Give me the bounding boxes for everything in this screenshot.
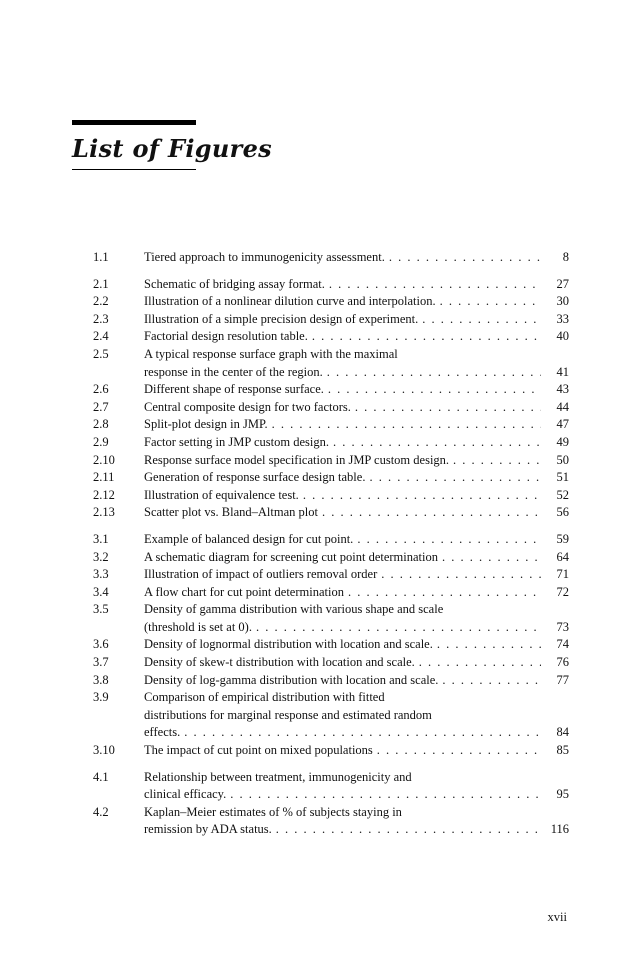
figure-caption bbox=[144, 601, 569, 636]
caption-line bbox=[144, 249, 569, 267]
page-title: List of Figures bbox=[72, 134, 272, 163]
figure-number: 3.9 bbox=[93, 690, 109, 705]
figure-number: 3.1 bbox=[93, 531, 109, 546]
figure-number: 2.8 bbox=[93, 417, 109, 432]
figure-number: 2.1 bbox=[93, 276, 109, 291]
figure-number: 3.4 bbox=[93, 584, 109, 599]
figure-page-number: 73 bbox=[556, 619, 569, 634]
figure-caption bbox=[144, 654, 569, 672]
caption-text: Illustration of impact of outliers removal order bbox=[144, 567, 378, 582]
figure-entry[interactable] bbox=[93, 346, 569, 381]
caption-line bbox=[144, 434, 569, 452]
figure-page-number: 74 bbox=[556, 637, 569, 652]
figure-caption bbox=[144, 689, 569, 742]
leader-dots bbox=[357, 531, 541, 549]
caption-line bbox=[144, 724, 569, 742]
figure-number: 4.2 bbox=[93, 804, 109, 819]
figure-page-number: 95 bbox=[556, 787, 569, 802]
figure-entry[interactable] bbox=[93, 504, 569, 522]
figure-entry[interactable] bbox=[93, 293, 569, 311]
figure-caption bbox=[144, 504, 569, 522]
caption-line bbox=[144, 381, 569, 399]
figure-number: 2.4 bbox=[93, 329, 109, 344]
leader-dots bbox=[303, 487, 541, 505]
figure-entry[interactable] bbox=[93, 452, 569, 470]
figure-entry[interactable] bbox=[93, 487, 569, 505]
figure-page-number: 71 bbox=[556, 567, 569, 582]
caption-line bbox=[144, 364, 569, 382]
caption-line bbox=[144, 531, 569, 549]
figure-entry[interactable] bbox=[93, 276, 569, 294]
figure-caption bbox=[144, 276, 569, 294]
caption-line bbox=[144, 504, 569, 522]
figure-entry[interactable] bbox=[93, 672, 569, 690]
caption-text: Scatter plot vs. Bland–Altman plot bbox=[144, 505, 318, 520]
leader-dots bbox=[272, 416, 541, 434]
leader-dots bbox=[442, 672, 541, 690]
figure-group bbox=[93, 531, 569, 760]
caption-line bbox=[144, 584, 569, 602]
caption-text: Illustration of a simple precision design of experiment. bbox=[144, 311, 419, 326]
figure-number: 2.9 bbox=[93, 434, 109, 449]
title-underline bbox=[72, 169, 196, 170]
figure-entry[interactable] bbox=[93, 434, 569, 452]
figure-number: 2.11 bbox=[93, 470, 115, 485]
figure-page-number: 8 bbox=[562, 250, 569, 264]
figure-entry[interactable] bbox=[93, 566, 569, 584]
figure-entry[interactable] bbox=[93, 804, 569, 839]
figure-page-number: 41 bbox=[556, 364, 569, 379]
caption-text: (threshold is set at 0). bbox=[144, 619, 252, 634]
leader-dots bbox=[276, 821, 541, 839]
figure-number: 4.1 bbox=[93, 769, 109, 784]
caption-text: Tiered approach to immunogenicity assessment. bbox=[144, 250, 385, 264]
caption-text: response in the center of the region. bbox=[144, 364, 323, 379]
caption-line bbox=[144, 399, 569, 417]
leader-dots bbox=[333, 434, 541, 452]
figure-caption bbox=[144, 381, 569, 399]
figure-entry[interactable] bbox=[93, 742, 569, 760]
figure-caption bbox=[144, 636, 569, 654]
figure-page-number: 76 bbox=[556, 655, 569, 670]
figure-entry[interactable] bbox=[93, 636, 569, 654]
figure-number: 2.6 bbox=[93, 382, 109, 397]
caption-text: effects. bbox=[144, 725, 181, 740]
figure-number: 2.7 bbox=[93, 399, 109, 414]
caption-text: Different shape of response surface. bbox=[144, 382, 324, 397]
figure-page-number: 40 bbox=[556, 329, 569, 344]
figure-caption bbox=[144, 434, 569, 452]
leader-dots bbox=[437, 636, 541, 654]
caption-line bbox=[144, 469, 569, 487]
caption-line bbox=[144, 672, 569, 690]
figure-caption bbox=[144, 487, 569, 505]
caption-text: Central composite design for two factors. bbox=[144, 399, 351, 414]
caption-line bbox=[144, 689, 569, 707]
caption-text: A flow chart for cut point determination bbox=[144, 584, 344, 599]
caption-line bbox=[144, 821, 569, 839]
caption-text: distributions for marginal response and estimated random bbox=[144, 707, 432, 722]
caption-text: Split-plot design in JMP. bbox=[144, 417, 268, 432]
figure-group bbox=[93, 276, 569, 522]
caption-text: Example of balanced design for cut point. bbox=[144, 531, 354, 546]
caption-line bbox=[144, 487, 569, 505]
caption-text: Density of gamma distribution with various shape and scale bbox=[144, 602, 444, 617]
figure-page-number: 50 bbox=[556, 452, 569, 467]
caption-text: Relationship between treatment, immunogenicity and bbox=[144, 769, 412, 784]
caption-text: Density of lognormal distribution with location and scale. bbox=[144, 637, 433, 652]
leader-dots bbox=[230, 786, 541, 804]
caption-line bbox=[144, 293, 569, 311]
leader-dots bbox=[440, 293, 541, 311]
figure-entry[interactable] bbox=[93, 399, 569, 417]
figure-page-number: 43 bbox=[556, 382, 569, 397]
figure-number: 3.8 bbox=[93, 672, 109, 687]
figure-caption bbox=[144, 399, 569, 417]
figure-caption bbox=[144, 346, 569, 381]
caption-text: Kaplan–Meier estimates of % of subjects staying in bbox=[144, 804, 402, 819]
leader-dots bbox=[377, 742, 541, 760]
figure-number: 2.12 bbox=[93, 487, 115, 502]
figure-entry[interactable] bbox=[93, 249, 569, 267]
figure-number: 2.10 bbox=[93, 452, 115, 467]
figure-entry[interactable] bbox=[93, 531, 569, 549]
caption-line bbox=[144, 328, 569, 346]
caption-line bbox=[144, 276, 569, 294]
figure-page-number: 49 bbox=[556, 434, 569, 449]
caption-text: Response surface model specification in JMP custom design. bbox=[144, 452, 450, 467]
figure-page-number: 56 bbox=[556, 505, 569, 520]
caption-line bbox=[144, 346, 569, 364]
caption-line bbox=[144, 601, 569, 619]
figure-entry[interactable] bbox=[93, 549, 569, 567]
figure-page-number: 47 bbox=[556, 417, 569, 432]
figure-number: 2.5 bbox=[93, 346, 109, 361]
caption-text: Density of log-gamma distribution with location and scale. bbox=[144, 672, 439, 687]
figure-caption bbox=[144, 311, 569, 329]
caption-text: Illustration of equivalence test. bbox=[144, 487, 299, 502]
figure-page-number: 72 bbox=[556, 584, 569, 599]
figure-number: 3.5 bbox=[93, 602, 109, 617]
figure-page-number: 44 bbox=[556, 399, 569, 414]
figure-number: 1.1 bbox=[93, 250, 109, 264]
caption-text: The impact of cut point on mixed populations bbox=[144, 743, 373, 758]
leader-dots bbox=[348, 584, 541, 602]
caption-text: A typical response surface graph with the maximal bbox=[144, 346, 398, 361]
figure-entry[interactable] bbox=[93, 416, 569, 434]
figure-number: 2.13 bbox=[93, 505, 115, 520]
caption-line bbox=[144, 416, 569, 434]
leader-dots bbox=[419, 654, 541, 672]
caption-text: Illustration of a nonlinear dilution curve and interpolation. bbox=[144, 294, 436, 309]
figure-number: 2.3 bbox=[93, 311, 109, 326]
figure-caption bbox=[144, 249, 569, 267]
caption-line bbox=[144, 654, 569, 672]
leader-dots bbox=[442, 549, 541, 567]
figure-entry[interactable] bbox=[93, 769, 569, 804]
leader-dots bbox=[312, 328, 541, 346]
leader-dots bbox=[389, 249, 541, 267]
figure-caption bbox=[144, 584, 569, 602]
figure-caption bbox=[144, 416, 569, 434]
figure-entry[interactable] bbox=[93, 689, 569, 742]
caption-line bbox=[144, 786, 569, 804]
figure-entry[interactable] bbox=[93, 381, 569, 399]
figure-group bbox=[93, 769, 569, 839]
figure-number: 3.7 bbox=[93, 655, 109, 670]
caption-text: remission by ADA status. bbox=[144, 822, 272, 837]
figure-number: 3.6 bbox=[93, 637, 109, 652]
caption-text: Factor setting in JMP custom design. bbox=[144, 434, 329, 449]
page-number: xvii bbox=[547, 910, 567, 924]
caption-text: Schematic of bridging assay format. bbox=[144, 276, 325, 291]
caption-line bbox=[144, 619, 569, 637]
figure-page-number: 27 bbox=[556, 276, 569, 291]
title-top-rule bbox=[72, 120, 196, 125]
figure-caption bbox=[144, 293, 569, 311]
figure-caption bbox=[144, 531, 569, 549]
leader-dots bbox=[453, 452, 541, 470]
figure-page-number: 116 bbox=[550, 822, 569, 837]
figure-number: 3.10 bbox=[93, 743, 115, 758]
figure-caption bbox=[144, 328, 569, 346]
leader-dots bbox=[369, 469, 541, 487]
caption-text: A schematic diagram for screening cut point determination bbox=[144, 549, 439, 564]
figure-entry[interactable] bbox=[93, 654, 569, 672]
caption-text: Generation of response surface design table. bbox=[144, 470, 366, 485]
figure-caption bbox=[144, 549, 569, 567]
figure-entry[interactable] bbox=[93, 601, 569, 636]
figure-page-number: 64 bbox=[556, 549, 569, 564]
leader-dots bbox=[322, 504, 541, 522]
figure-page-number: 52 bbox=[556, 487, 569, 502]
figure-page-number: 33 bbox=[556, 311, 569, 326]
figure-entry[interactable] bbox=[93, 584, 569, 602]
caption-text: Density of skew-t distribution with location and scale. bbox=[144, 655, 415, 670]
figure-entry[interactable] bbox=[93, 469, 569, 487]
figure-page-number: 51 bbox=[556, 470, 569, 485]
caption-line bbox=[144, 452, 569, 470]
caption-line bbox=[144, 769, 569, 787]
caption-line bbox=[144, 742, 569, 760]
figure-caption bbox=[144, 452, 569, 470]
caption-line bbox=[144, 566, 569, 584]
figure-entry[interactable] bbox=[93, 311, 569, 329]
figure-caption bbox=[144, 769, 569, 804]
figure-page-number: 84 bbox=[556, 725, 569, 740]
leader-dots bbox=[184, 724, 541, 742]
leader-dots bbox=[256, 619, 541, 637]
figure-entry[interactable] bbox=[93, 328, 569, 346]
figure-caption bbox=[144, 672, 569, 690]
leader-dots bbox=[422, 311, 541, 329]
figure-page-number: 59 bbox=[556, 531, 569, 546]
leader-dots bbox=[355, 399, 541, 417]
leader-dots bbox=[328, 381, 541, 399]
caption-line bbox=[144, 549, 569, 567]
figure-group bbox=[93, 249, 569, 267]
figure-page-number: 85 bbox=[556, 743, 569, 758]
figure-number: 2.2 bbox=[93, 294, 109, 309]
leader-dots bbox=[327, 364, 541, 382]
caption-line bbox=[144, 311, 569, 329]
figure-page-number: 77 bbox=[556, 672, 569, 687]
figure-caption bbox=[144, 804, 569, 839]
caption-line bbox=[144, 636, 569, 654]
caption-text: Comparison of empirical distribution with fitted bbox=[144, 690, 385, 705]
list-of-figures bbox=[93, 249, 569, 848]
figure-number: 3.2 bbox=[93, 549, 109, 564]
leader-dots bbox=[329, 276, 541, 294]
figure-page-number: 30 bbox=[556, 294, 569, 309]
figure-number: 3.3 bbox=[93, 567, 109, 582]
figure-caption bbox=[144, 469, 569, 487]
leader-dots bbox=[381, 566, 541, 584]
caption-line bbox=[144, 707, 569, 725]
caption-text: Factorial design resolution table. bbox=[144, 329, 308, 344]
caption-text: clinical efficacy. bbox=[144, 787, 227, 802]
caption-line bbox=[144, 804, 569, 822]
figure-caption bbox=[144, 742, 569, 760]
figure-caption bbox=[144, 566, 569, 584]
